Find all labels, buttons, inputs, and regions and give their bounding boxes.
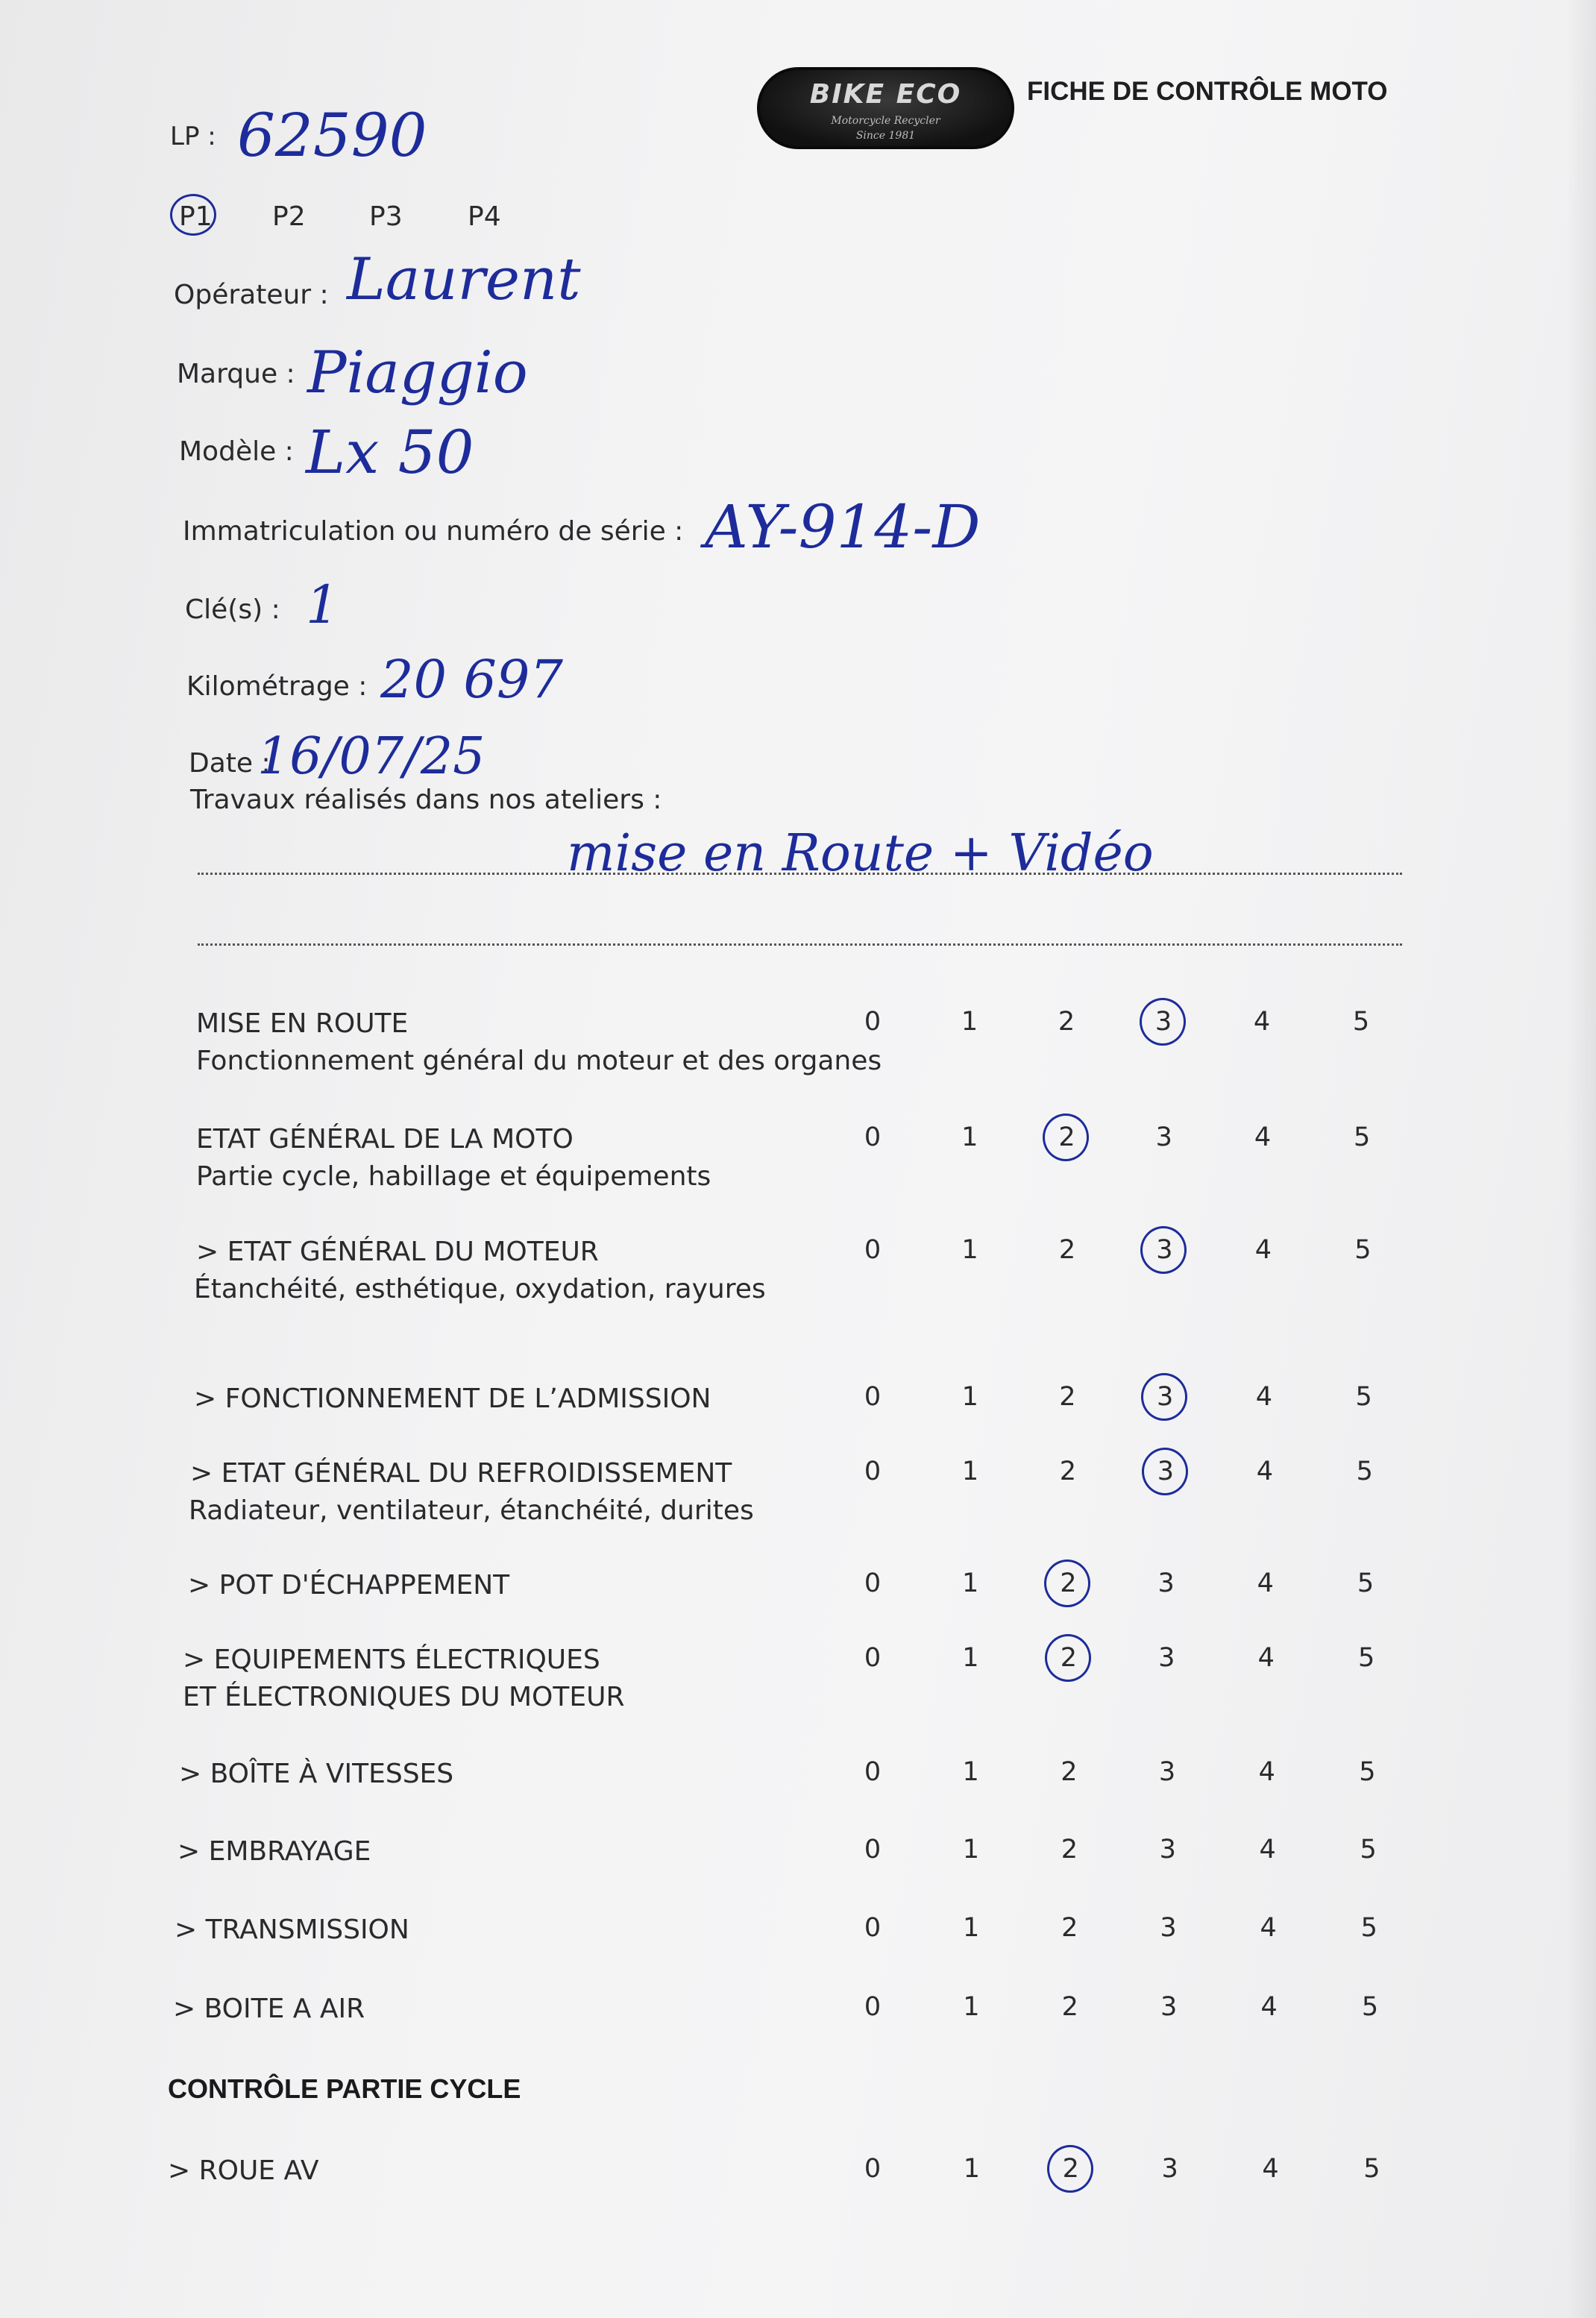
mileage-value: 20 697 [380,649,563,710]
cycle-row-1-score-1: 1 [963,2154,981,2184]
check-row-8-score-0: 0 [864,1757,882,1787]
check-row-2-score-4: 4 [1254,1122,1272,1152]
check-row-7-score-2: 2 [1060,1643,1078,1673]
check-row-8-score-4: 4 [1258,1757,1275,1787]
keys-value: 1 [306,574,339,635]
brand-label: Marque : [177,359,295,389]
check-row-6-score-2: 2 [1060,1568,1077,1598]
lp-value: 62590 [237,101,427,170]
check-row-5-score-4: 4 [1256,1457,1273,1486]
check-row-3-title: > ETAT GÉNÉRAL DU MOTEUR [196,1237,599,1267]
brand-value: Piaggio [307,339,528,406]
position-p4: P4 [468,201,501,232]
check-row-3-subtitle: Étanchéité, esthétique, oxydation, rayures [194,1274,766,1304]
check-row-2-title: ETAT GÉNÉRAL DE LA MOTO [196,1124,574,1155]
check-row-5-subtitle: Radiateur, ventilateur, étanchéité, durites [189,1495,754,1526]
check-row-4-score-1: 1 [961,1382,978,1412]
check-row-7-title: > EQUIPEMENTS ÉLECTRIQUES [183,1645,600,1675]
check-row-5-selected-circle [1142,1448,1188,1495]
check-row-11-title: > BOITE A AIR [173,1994,365,2024]
check-row-6-score-3: 3 [1157,1568,1175,1598]
model-label: Modèle : [179,436,294,467]
check-row-4-selected-circle [1141,1373,1187,1421]
check-row-5-score-3: 3 [1157,1457,1175,1486]
check-row-4-score-0: 0 [864,1382,882,1412]
check-row-11-score-1: 1 [963,1992,980,2022]
check-row-1-subtitle: Fonctionnement général du moteur et des organes [196,1046,882,1076]
check-row-11-score-4: 4 [1260,1992,1278,2022]
cycle-row-1-score-0: 0 [864,2154,882,2184]
check-row-11-score-3: 3 [1160,1992,1178,2022]
check-row-7-selected-circle [1045,1634,1091,1682]
model-value: Lx 50 [306,418,474,487]
check-row-2-score-1: 1 [961,1122,978,1152]
check-row-10-score-1: 1 [963,1913,980,1943]
check-row-7-score-3: 3 [1158,1643,1175,1673]
check-row-3-score-0: 0 [864,1235,882,1265]
check-row-9-score-0: 0 [864,1835,882,1865]
registration-value: AY-914-D [705,492,981,562]
check-row-11-score-2: 2 [1061,1992,1078,2022]
check-row-4-title: > FONCTIONNEMENT DE L’ADMISSION [194,1383,711,1414]
check-row-9-score-2: 2 [1061,1835,1078,1865]
check-row-5-score-1: 1 [961,1457,979,1486]
registration-label: Immatriculation ou numéro de série : [183,516,684,547]
check-row-3-selected-circle [1140,1226,1187,1274]
check-row-8-score-5: 5 [1359,1757,1376,1787]
cycle-section-title: CONTRÔLE PARTIE CYCLE [168,2073,521,2104]
check-row-2-selected-circle [1043,1114,1089,1161]
check-row-1-score-1: 1 [961,1007,978,1037]
check-row-2-score-5: 5 [1354,1122,1371,1152]
check-row-4-score-4: 4 [1255,1382,1273,1412]
check-row-3-score-5: 5 [1354,1235,1372,1265]
check-row-3-score-3: 3 [1156,1235,1173,1265]
check-row-1-score-2: 2 [1058,1007,1075,1037]
operator-label: Opérateur : [174,280,329,310]
check-row-7-score-5: 5 [1358,1643,1375,1673]
check-row-9-score-1: 1 [962,1835,980,1865]
position-p1-circle [170,194,216,236]
check-row-5-score-2: 2 [1059,1457,1077,1486]
check-row-9-title: > EMBRAYAGE [177,1836,371,1867]
check-row-3-score-2: 2 [1058,1235,1076,1265]
cycle-row-1-score-2: 2 [1062,2154,1079,2184]
cycle-row-1-score-4: 4 [1262,2154,1279,2184]
check-row-2-score-2: 2 [1058,1122,1075,1152]
date-label: Date : [189,748,271,779]
check-row-1-selected-circle [1140,998,1186,1046]
cycle-row-1-score-3: 3 [1161,2154,1178,2184]
check-row-6-score-0: 0 [864,1568,882,1598]
check-row-6-score-5: 5 [1357,1568,1374,1598]
cycle-row-1-selected-circle [1047,2145,1093,2193]
check-row-2-score-0: 0 [864,1122,882,1152]
date-value: 16/07/25 [257,727,486,786]
check-row-2-score-3: 3 [1155,1122,1172,1152]
position-p2: P2 [272,201,306,232]
check-row-9-score-5: 5 [1360,1835,1377,1865]
check-row-9-score-4: 4 [1259,1835,1276,1865]
check-row-9-score-3: 3 [1159,1835,1176,1865]
lp-label: LP : [170,122,216,151]
position-p1: P1 [179,201,213,232]
check-row-10-score-5: 5 [1360,1913,1377,1943]
check-row-6-score-4: 4 [1257,1568,1274,1598]
check-row-10-score-2: 2 [1061,1913,1078,1943]
check-row-10-score-0: 0 [864,1913,882,1943]
works-line-1 [198,873,1402,875]
works-line-2 [198,943,1402,946]
check-row-1-score-0: 0 [864,1007,882,1037]
cycle-row-1-score-5: 5 [1363,2154,1380,2184]
works-label: Travaux réalisés dans nos ateliers : [190,785,662,815]
check-row-3-score-1: 1 [961,1235,978,1265]
check-row-4-score-3: 3 [1157,1382,1174,1412]
check-row-3-score-4: 4 [1254,1235,1272,1265]
check-row-10-title: > TRANSMISSION [175,1915,409,1945]
check-row-6-title: > POT D'ÉCHAPPEMENT [188,1570,510,1601]
check-row-8-title: > BOÎTE À VITESSES [179,1759,454,1789]
check-row-1-score-5: 5 [1352,1007,1370,1037]
sheet-title: FICHE DE CONTRÔLE MOTO [1027,77,1388,106]
check-row-7-score-0: 0 [864,1643,882,1673]
check-row-4-score-5: 5 [1355,1382,1372,1412]
check-row-7-score-1: 1 [962,1643,979,1673]
check-row-11-score-5: 5 [1361,1992,1379,2022]
check-row-1-score-4: 4 [1253,1007,1271,1037]
check-row-7-score-4: 4 [1257,1643,1275,1673]
logo-since: Since 1981 [855,130,916,142]
logo-name: BIKE ECO [809,79,962,110]
check-row-5-title: > ETAT GÉNÉRAL DU REFROIDISSEMENT [190,1458,732,1489]
check-row-6-selected-circle [1044,1560,1090,1607]
check-row-4-score-2: 2 [1059,1382,1076,1412]
check-row-10-score-4: 4 [1260,1913,1277,1943]
works-value: mise en Route + Vidéo [567,824,1154,883]
check-row-1-title: MISE EN ROUTE [196,1008,409,1039]
check-row-8-score-1: 1 [962,1757,979,1787]
check-row-8-score-2: 2 [1061,1757,1078,1787]
position-p3: P3 [369,201,403,232]
operator-value: Laurent [347,246,581,313]
keys-label: Clé(s) : [185,594,280,625]
check-row-8-score-3: 3 [1158,1757,1176,1787]
check-row-5-score-5: 5 [1356,1457,1373,1486]
cycle-row-1-title: > ROUE AV [168,2155,319,2186]
check-row-11-score-0: 0 [864,1992,882,2022]
check-row-7-subtitle: ET ÉLECTRONIQUES DU MOTEUR [183,1682,625,1712]
check-row-5-score-0: 0 [864,1457,882,1486]
logo-tagline: Motorcycle Recycler [831,115,940,127]
check-row-2-subtitle: Partie cycle, habillage et équipements [196,1161,711,1192]
check-row-6-score-1: 1 [962,1568,979,1598]
mileage-label: Kilométrage : [186,671,368,702]
check-row-1-score-3: 3 [1154,1007,1172,1037]
bike-eco-logo [757,67,1014,149]
check-row-10-score-3: 3 [1160,1913,1177,1943]
